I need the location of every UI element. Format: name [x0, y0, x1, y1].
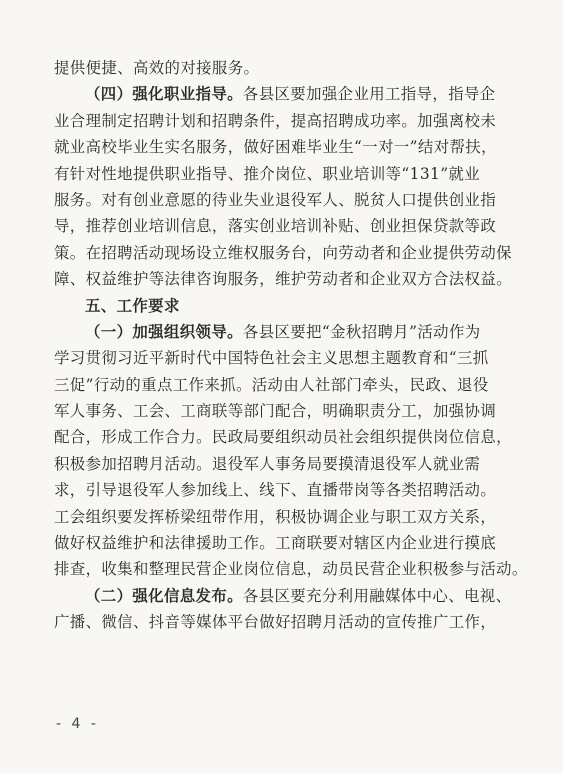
subsection-heading: （四）强化职业指导。: [85, 85, 243, 104]
text-line: 排查，收集和整理民营企业岗位信息，动员民营企业积极参与活动。: [54, 560, 528, 579]
page-number: - 4 -: [56, 716, 99, 732]
subsection-heading: （二）强化信息发布。: [85, 586, 243, 605]
text-line: 业合理制定招聘计划和招聘条件，提高招聘成功率。加强离校未: [54, 111, 497, 130]
subsection-paragraph-start: （一）加强组织领导。各县区要把“金秋招聘月”活动作为: [85, 322, 481, 341]
text-line: 求，引导退役军人参加线上、线下、直播带岗等各类招聘活动。: [54, 481, 497, 500]
text-line: 学习贯彻习近平新时代中国特色社会主义思想主题教育和“三抓: [54, 349, 489, 368]
document-body: [54, 55, 528, 636]
text-line: 有针对性地提供职业指导、推介岗位、职业培训等“131”就业: [54, 164, 481, 183]
text-line: 就业高校毕业生实名服务，做好困难毕业生“一对一”结对帮扶，: [54, 138, 497, 157]
text-line: 工会组织要发挥桥梁纽带作用，积极协调企业与职工双方关系，: [54, 507, 497, 526]
text-line: 广播、微信、抖音等媒体平台做好招聘月活动的宣传推广工作，: [54, 613, 497, 632]
text-line: 策。在招聘活动现场设立维权服务台，向劳动者和企业提供劳动保: [54, 243, 512, 262]
text-line: 三促”行动的重点工作来抓。活动由人社部门牵头，民政、退役: [54, 375, 489, 394]
text-line: 提供便捷、高效的对接服务。: [54, 59, 260, 77]
text-line: 军人事务、工会、工商联等部门配合，明确职责分工，加强协调: [54, 402, 497, 421]
subsection-paragraph-start: （二）强化信息发布。各县区要充分利用融媒体中心、电视、: [85, 586, 512, 605]
section-heading: 五、工作要求: [85, 296, 180, 315]
text-line: 导，推荐创业培训信息，落实创业培训补贴、创业担保贷款等政: [54, 217, 497, 236]
subsection-heading: （一）加强组织领导。: [85, 322, 243, 341]
text-line: 服务。对有创业意愿的待业失业退役军人、脱贫人口提供创业指: [54, 190, 497, 209]
text-line: 配合，形成工作合力。民政局要组织动员社会组织提供岗位信息，: [54, 428, 512, 447]
text-line: 积极参加招聘月活动。退役军人事务局要摸清退役军人就业需: [54, 454, 481, 473]
text-line: 障、权益维护等法律咨询服务，维护劳动者和企业双方合法权益。: [54, 270, 512, 289]
subsection-paragraph-start: （四）强化职业指导。各县区要加强企业用工指导，指导企: [85, 85, 496, 104]
text-line: 做好权益维护和法律援助工作。工商联要对辖区内企业进行摸底: [54, 534, 497, 553]
